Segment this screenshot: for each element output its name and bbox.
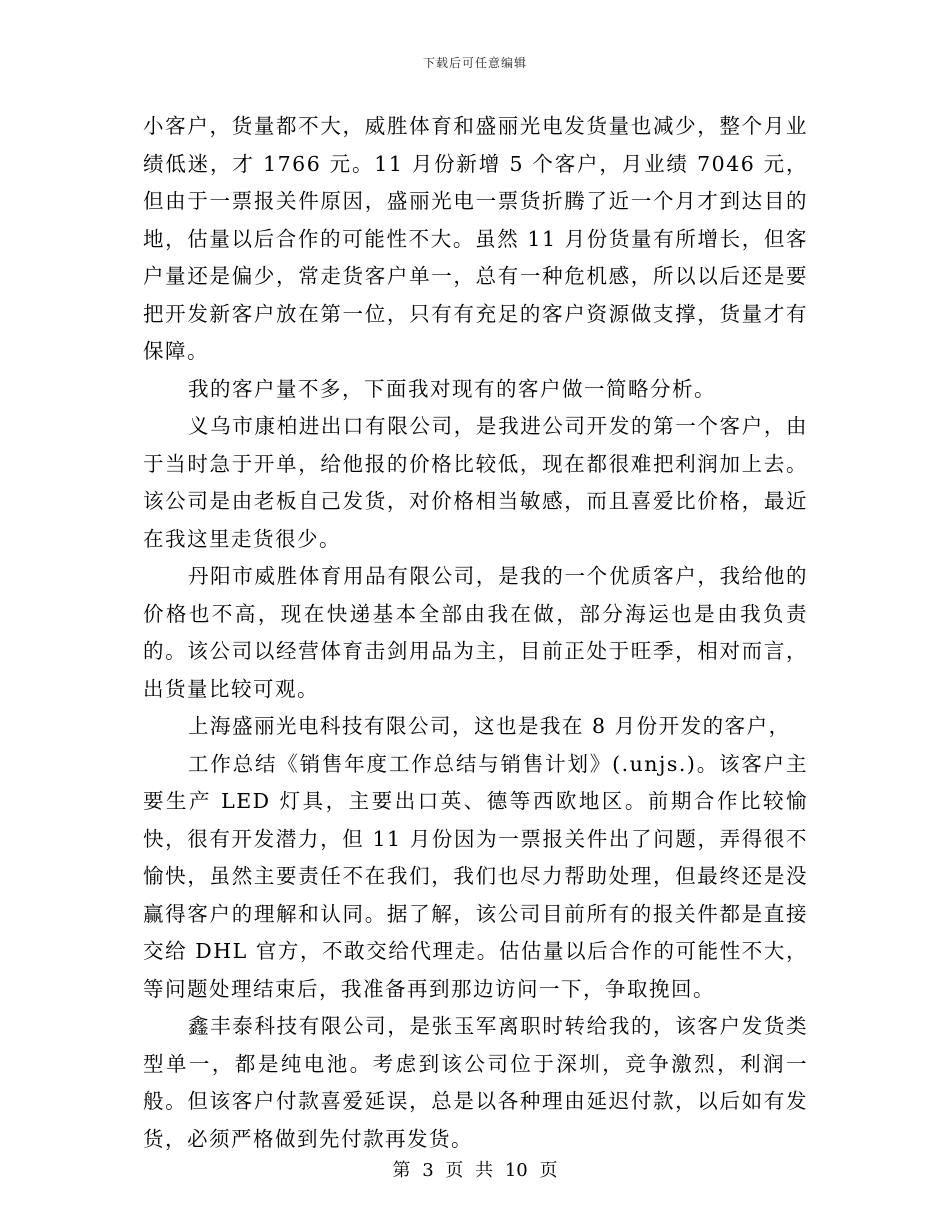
paragraph-client-xinfengtai: 鑫丰泰科技有限公司，是张玉军离职时转给我的，该客户发货类型单一，都是纯电池。考虑到该公司位于深圳，竞争激烈，利润一般。但该客户付款喜爱延误，总是以各种理由延迟付款，以后如有发货，必须严格做到先付款再发货。 xyxy=(143,1014,808,1151)
page-header: 下载后可任意编辑 xyxy=(422,56,527,70)
paragraph-client-shengli: 上海盛丽光电科技有限公司，这也是我在 8 月份开发的客户， xyxy=(188,714,791,738)
paragraph-continued: 小客户，货量都不大，威胜体育和盛丽光电发货量也减少，整个月业绩低迷，才 1766 元。11 月份新增 5 个客户，月业绩 7046 元，但由于一票报关件原因，盛丽光电一票货折腾了近一个月才到达目的地，估量以后合作的可能性不大。虽然 11 月份货量有所增长，但客户量还是偏少，常走货客户单一，总有一种危机感，所以以后还是要把开发新客户放在第一位，只有有充足的客户资源做支撑，货量才有保障。 xyxy=(143,114,808,363)
paragraph-client-shengli-detail: 工作总结《销售年度工作总结与销售计划》(.unjs.)。该客户主要生产 LED 灯具，主要出口英、德等西欧地区。前期合作比较愉快，很有开发潜力，但 11 月份因为一票报关件出了问题，弄得很不愉快，虽然主要责任不在我们，我们也尽力帮助处理，但最终还是没赢得客户的理解和认同。据了解，该公司目前所有的报关件都是直接交给 DHL 官方，不敢交给代理走。估估量以后合作的可能性不大，等问题处理结束后，我准备再到那边访问一下，争取挽回。 xyxy=(143,751,808,1001)
paragraph-intro: 我的客户量不多，下面我对现有的客户做一简略分析。 xyxy=(188,376,716,401)
document-body xyxy=(143,108,808,1158)
paragraph-client-kangbai: 义乌市康柏进出口有限公司，是我进公司开发的第一个客户，由于当时急于开单，给他报的价格比较低，现在都很难把利润加上去。该公司是由老板自己发货，对价格相当敏感，而且喜爱比价格，最近在我这里走货很少。 xyxy=(143,414,808,551)
paragraph-client-weisheng: 丹阳市威胜体育用品有限公司，是我的一个优质客户，我给他的价格也不高，现在快递基本全部由我在做，部分海运也是由我负责的。该公司以经营体育击剑用品为主，目前正处于旺季，相对而言，出货量比较可观。 xyxy=(143,564,808,701)
page-footer: 第 3 页 共 10 页 xyxy=(392,1160,558,1181)
